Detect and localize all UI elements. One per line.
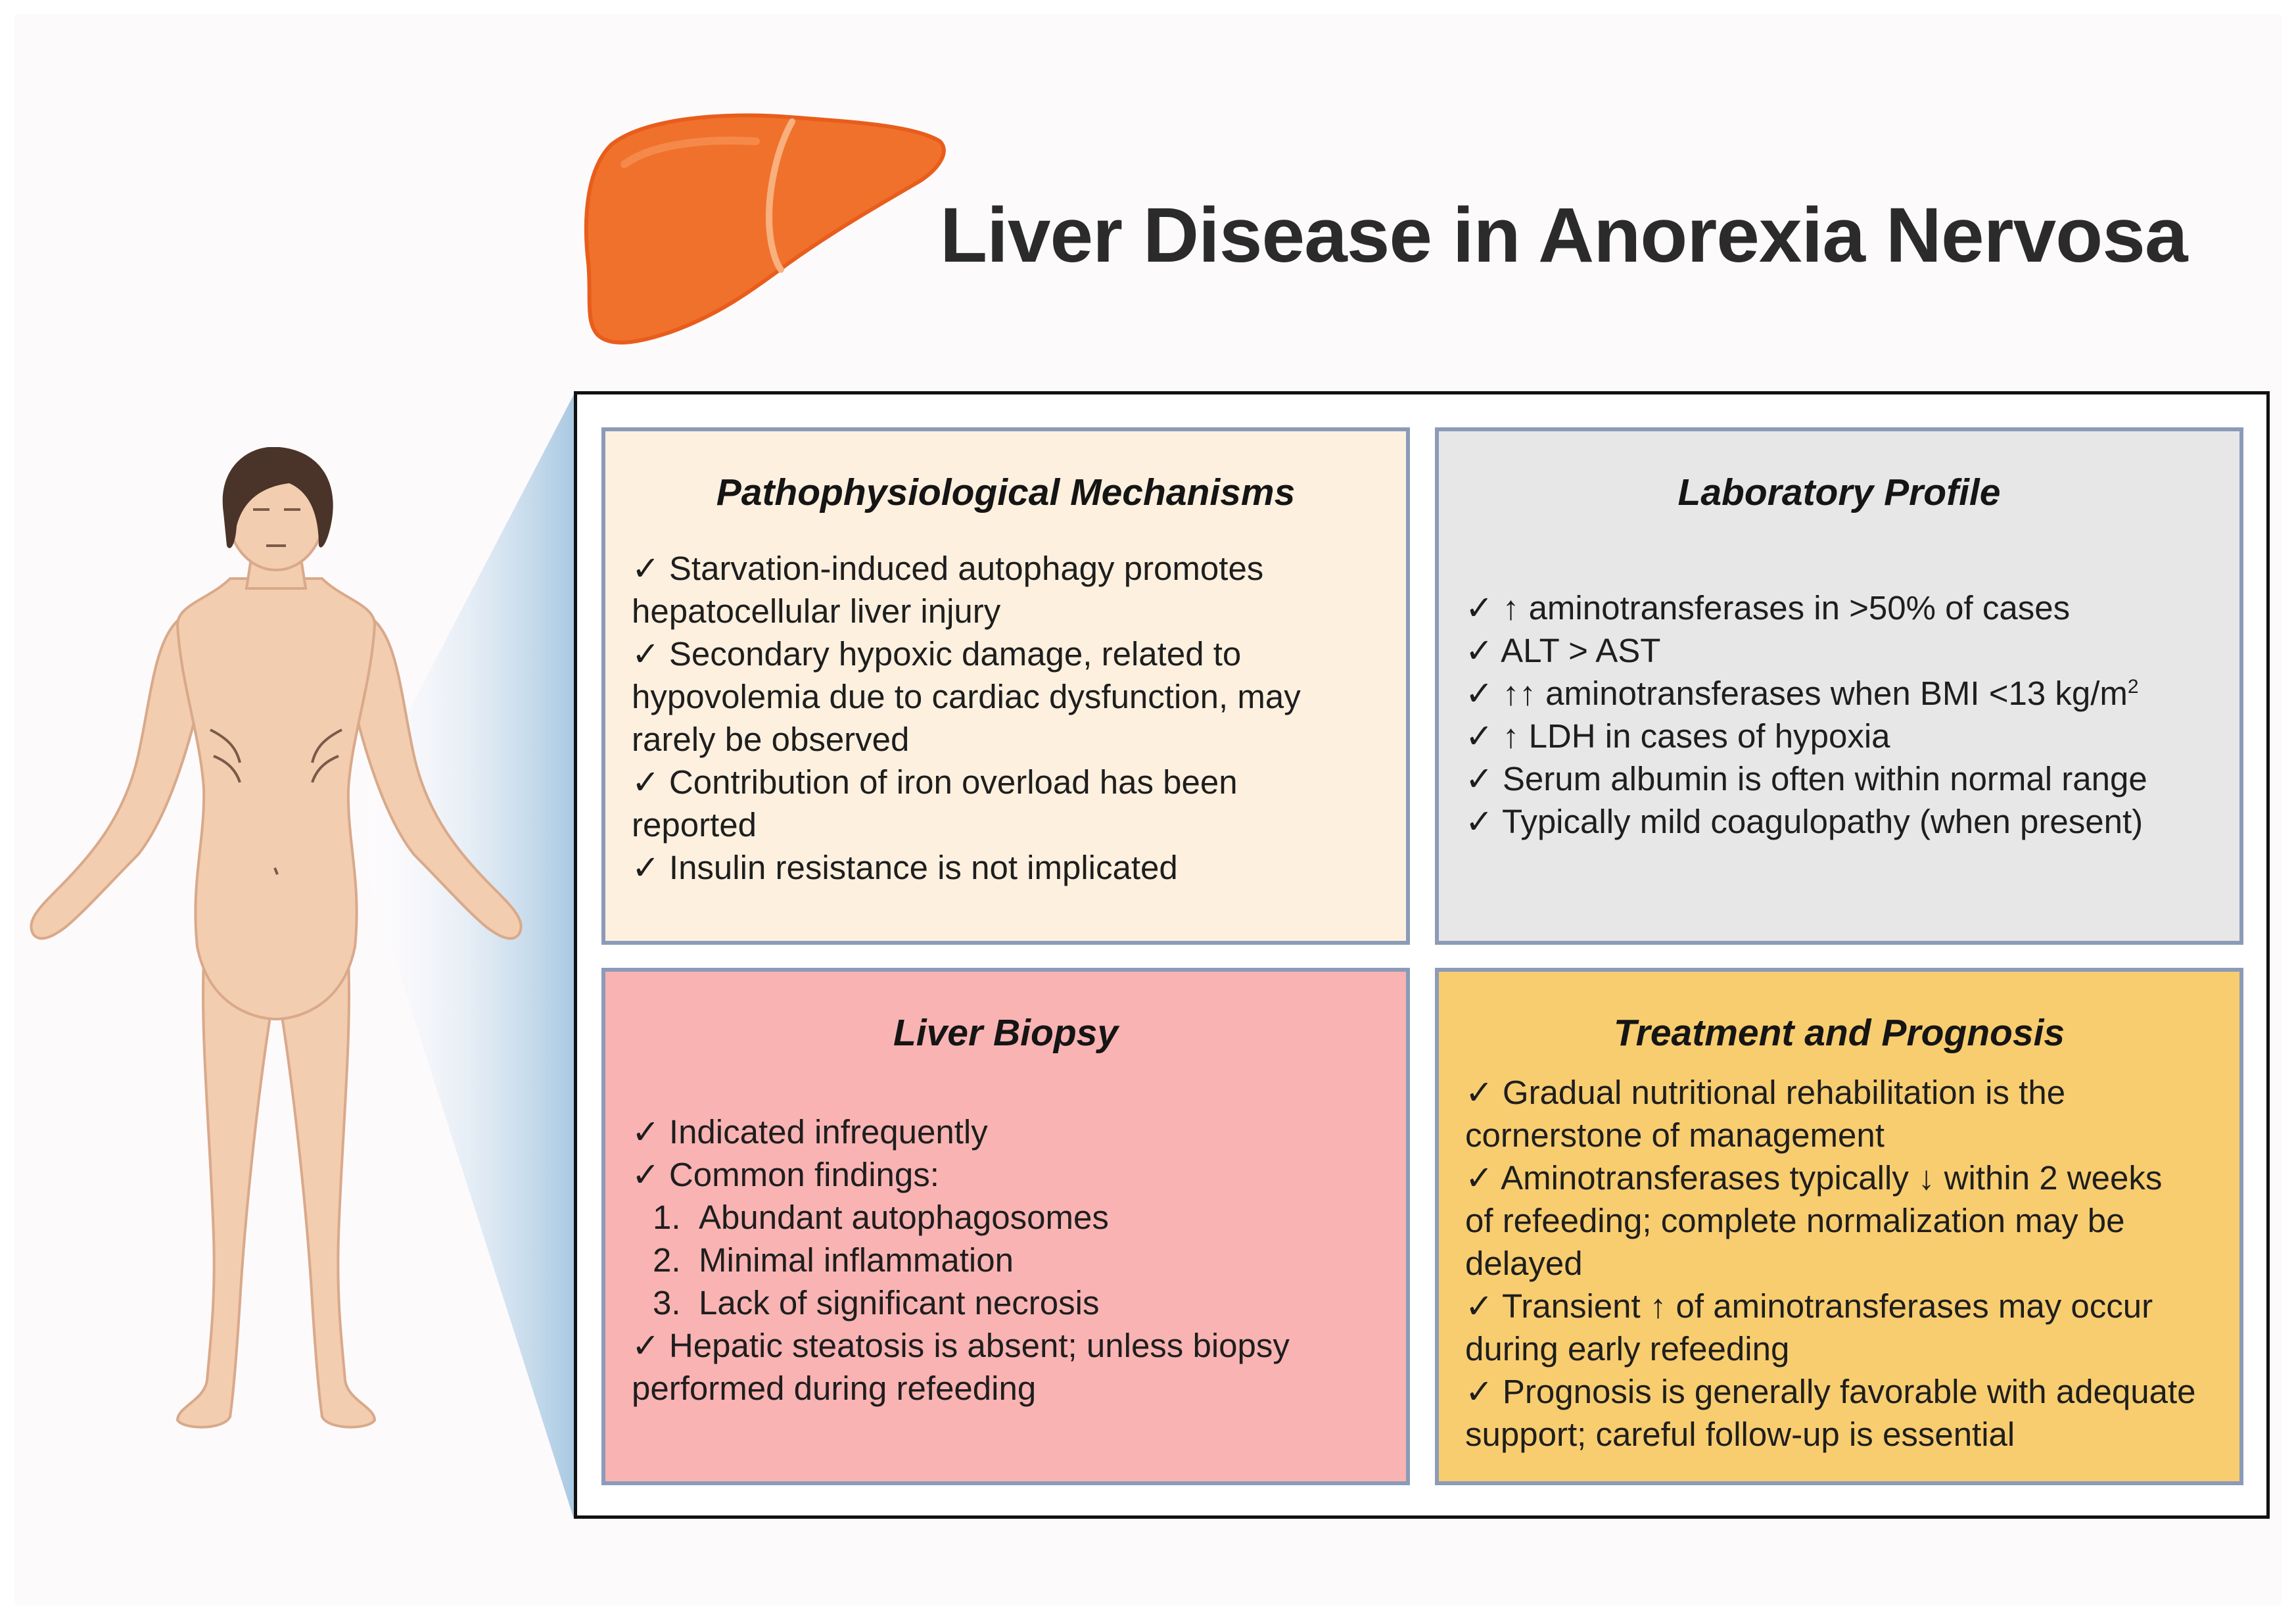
- list-item: ✓ ↑ aminotransferases in >50% of cases: [1465, 589, 2071, 627]
- female-body-figure: [13, 447, 539, 1446]
- list-item: ✓ Aminotransferases typically ↓ within 2 weeks: [1465, 1159, 2163, 1197]
- list-item: ✓ Typically mild coagulopathy (when present): [1465, 803, 2144, 840]
- torso: [177, 579, 375, 1019]
- list-item: performed during refeeding: [632, 1370, 1037, 1407]
- panel-treatment-and-prognosis: [1435, 968, 2243, 1485]
- list-item: hepatocellular liver injury: [632, 592, 1001, 630]
- list-item: [1465, 672, 2213, 715]
- treatment-list: [1465, 1071, 2213, 1456]
- list-item: ✓ Serum albumin is often within normal range: [1465, 760, 2147, 798]
- laboratory-list: [1465, 586, 2213, 843]
- finding-number: 2.: [653, 1241, 681, 1279]
- list-item: cornerstone of management: [1465, 1116, 1885, 1154]
- left-leg: [177, 960, 271, 1427]
- panel-heading: Treatment and Prognosis: [1613, 1012, 2065, 1054]
- liver-icon: [572, 105, 947, 348]
- list-item: hypovolemia due to cardiac dysfunction, may: [632, 678, 1301, 715]
- list-item: ✓ Common findings:: [632, 1156, 939, 1193]
- panel-heading: Pathophysiological Mechanisms: [716, 471, 1296, 513]
- list-item: ✓ Insulin resistance is not implicated: [632, 849, 1178, 886]
- list-item: ✓ Prognosis is generally favorable with adequate: [1465, 1373, 2196, 1410]
- finding-item: [632, 1239, 1380, 1281]
- list-item: ✓ Hepatic steatosis is absent; unless biopsy: [632, 1327, 1290, 1364]
- list-item: support; careful follow-up is essential: [1465, 1416, 2015, 1453]
- finding-text: Minimal inflammation: [699, 1241, 1014, 1279]
- list-item: ✓ Contribution of iron overload has been: [632, 763, 1238, 801]
- list-item: ✓ Secondary hypoxic damage, related to: [632, 635, 1242, 673]
- list-item: ✓ ↑ LDH in cases of hypoxia: [1465, 717, 1890, 755]
- finding-text: Abundant autophagosomes: [699, 1199, 1109, 1236]
- mechanisms-list: [632, 547, 1380, 889]
- finding-number: 1.: [653, 1199, 681, 1236]
- finding-item: [632, 1281, 1380, 1324]
- list-item: rarely be observed: [632, 721, 910, 758]
- panel-laboratory-profile: [1435, 427, 2243, 945]
- right-leg: [281, 960, 375, 1427]
- panel-liver-biopsy: [601, 968, 1410, 1485]
- panel-heading: Laboratory Profile: [1677, 471, 2001, 513]
- finding-text: Lack of significant necrosis: [699, 1284, 1100, 1322]
- list-item: ✓ Gradual nutritional rehabilitation is the: [1465, 1074, 2066, 1111]
- left-arm: [31, 618, 197, 938]
- bmi-text: ✓ ↑↑ aminotransferases when BMI <13 kg/m: [1465, 675, 2128, 712]
- list-item: ✓ ALT > AST: [1465, 632, 1661, 669]
- list-item: reported: [632, 806, 757, 844]
- finding-item: [632, 1196, 1380, 1239]
- list-item: ✓ Starvation-induced autophagy promotes: [632, 550, 1264, 587]
- panel-heading: Liver Biopsy: [893, 1012, 1119, 1054]
- page-title: Liver Disease in Anorexia Nervosa: [940, 192, 2188, 279]
- list-item: of refeeding; complete normalization may be: [1465, 1202, 2125, 1239]
- list-item: ✓ Indicated infrequently: [632, 1113, 988, 1151]
- liver-shape: [586, 115, 944, 342]
- list-item: ✓ Transient ↑ of aminotransferases may occur: [1465, 1287, 2153, 1325]
- list-item: during early refeeding: [1465, 1330, 1790, 1368]
- right-arm: [355, 618, 521, 938]
- biopsy-list: [632, 1110, 1380, 1410]
- list-item: delayed: [1465, 1245, 1583, 1282]
- panel-pathophysiological-mechanisms: [601, 427, 1410, 945]
- bmi-superscript: 2: [2127, 676, 2139, 698]
- finding-number: 3.: [653, 1284, 681, 1322]
